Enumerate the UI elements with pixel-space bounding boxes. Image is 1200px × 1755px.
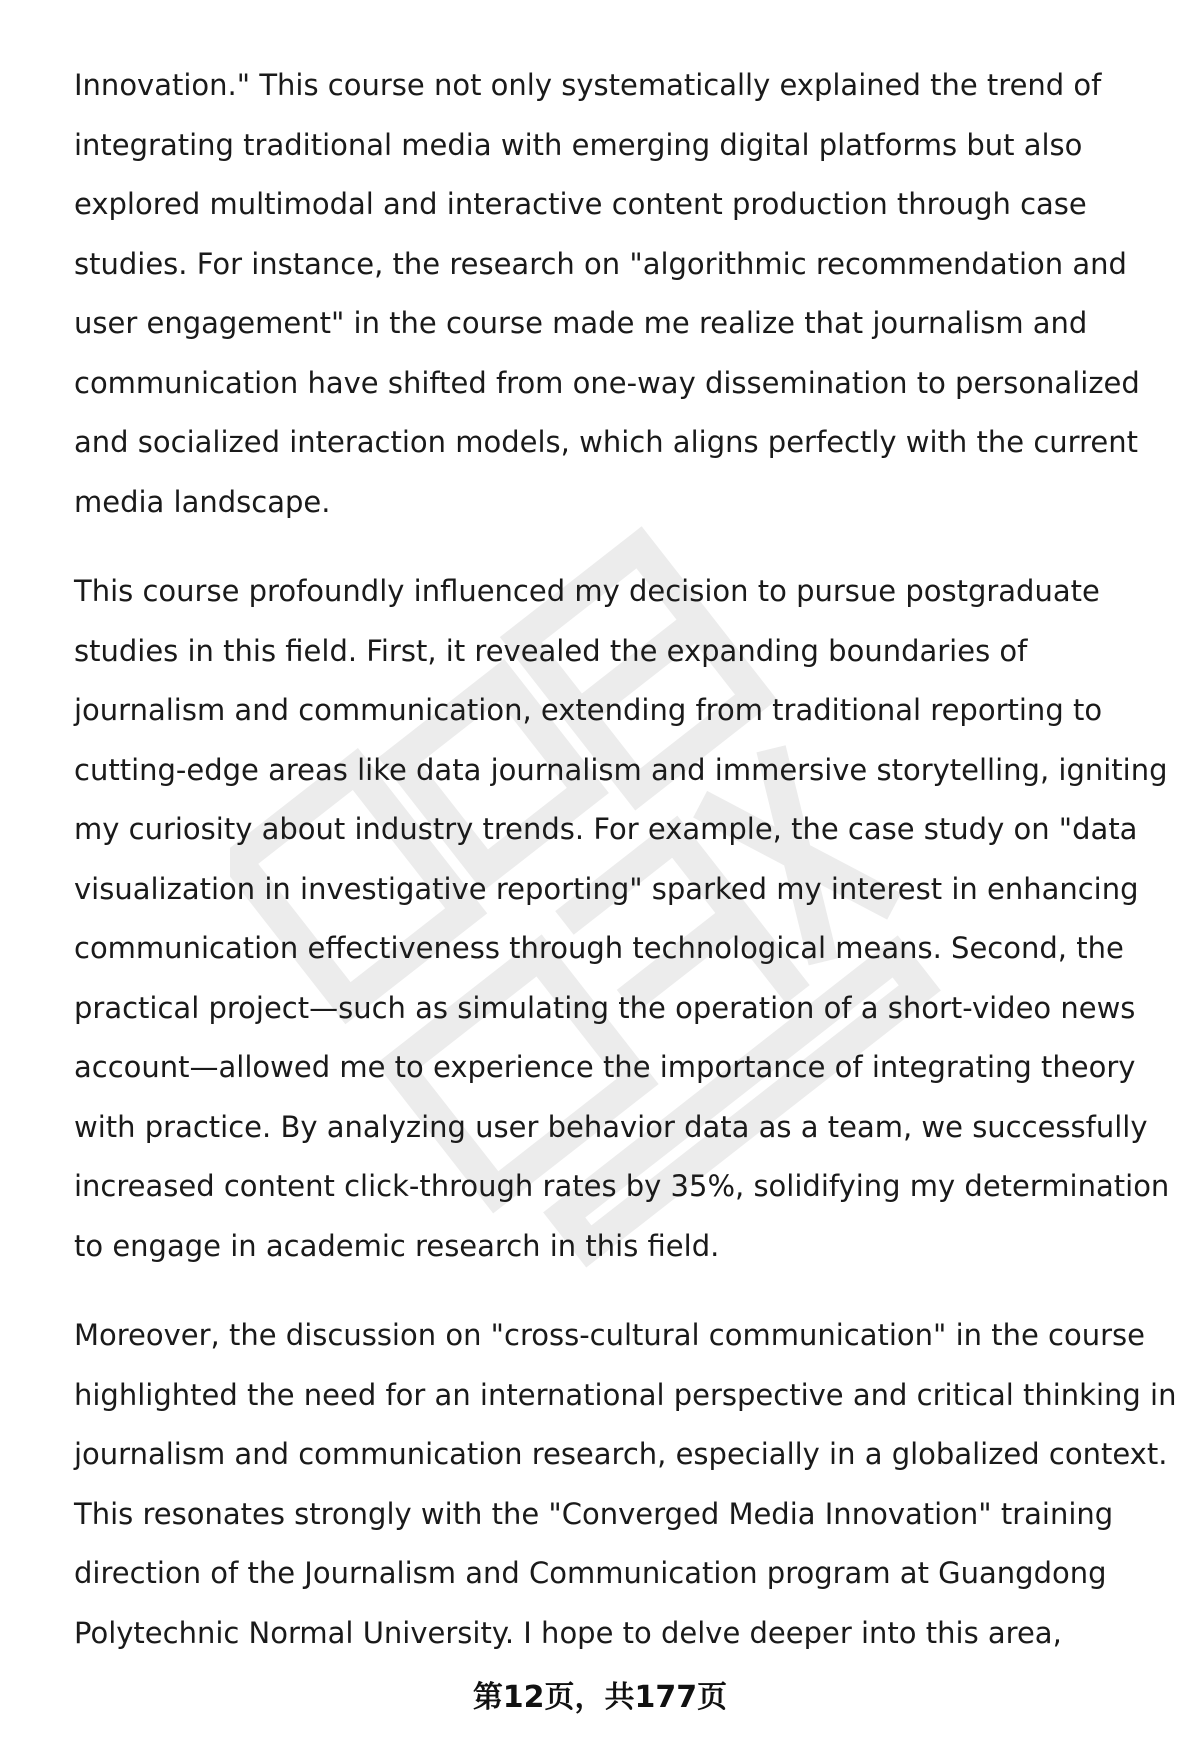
text-line: This resonates strongly with the "Converged Media Innovation" training bbox=[74, 1496, 1114, 1531]
paragraph bbox=[74, 562, 1170, 1276]
text-line: Innovation." This course not only systematically explained the trend of bbox=[74, 68, 1102, 102]
text-line: studies in this field. First, it revealed the expanding boundaries of bbox=[74, 633, 1028, 668]
text-line: highlighted the need for an international perspective and critical thinking in bbox=[74, 1377, 1177, 1412]
text-line: my curiosity about industry trends. For example, the case study on "data bbox=[74, 812, 1138, 846]
text-line: This course profoundly influenced my decision to pursue postgraduate bbox=[74, 574, 1100, 608]
text-line: integrating traditional media with emerging digital platforms but also bbox=[74, 127, 1083, 162]
text-line: communication effectiveness through technological means. Second, the bbox=[74, 931, 1124, 965]
text-line: direction of the Journalism and Communication program at Guangdong bbox=[74, 1556, 1107, 1590]
text-line: explored multimodal and interactive content production through case bbox=[74, 187, 1087, 221]
text-line: visualization in investigative reporting" sparked my interest in enhancing bbox=[74, 871, 1139, 906]
text-line: practical project—such as simulating the operation of a short-video news bbox=[74, 990, 1136, 1025]
text-line: studies. For instance, the research on "algorithmic recommendation and bbox=[74, 246, 1127, 281]
text-line: account—allowed me to experience the importance of integrating theory bbox=[74, 1050, 1136, 1084]
text-line: journalism and communication research, especially in a globalized context. bbox=[74, 1437, 1168, 1471]
text-line: increased content click-through rates by 35%, solidifying my determination bbox=[74, 1169, 1170, 1203]
document-body bbox=[74, 56, 1177, 1693]
text-line: Polytechnic Normal University. I hope to delve deeper into this area, bbox=[74, 1615, 1062, 1650]
page-number-footer: 第12页，共177页 bbox=[472, 1680, 728, 1715]
text-line: communication have shifted from one-way dissemination to personalized bbox=[74, 365, 1140, 400]
text-line: media landscape. bbox=[74, 484, 331, 519]
text-line: cutting-edge areas like data journalism and immersive storytelling, igniting bbox=[74, 752, 1168, 787]
text-line: with practice. By analyzing user behavior data as a team, we successfully bbox=[74, 1109, 1148, 1144]
text-line: and socialized interaction models, which aligns perfectly with the current bbox=[74, 425, 1138, 459]
paragraph bbox=[74, 56, 1154, 532]
text-line: Moreover, the discussion on "cross-cultural communication" in the course bbox=[74, 1318, 1145, 1352]
paragraph bbox=[74, 1306, 1177, 1663]
text-line: to engage in academic research in this field. bbox=[74, 1228, 720, 1263]
text-line: user engagement" in the course made me realize that journalism and bbox=[74, 306, 1088, 340]
text-line: journalism and communication, extending from traditional reporting to bbox=[74, 693, 1103, 727]
